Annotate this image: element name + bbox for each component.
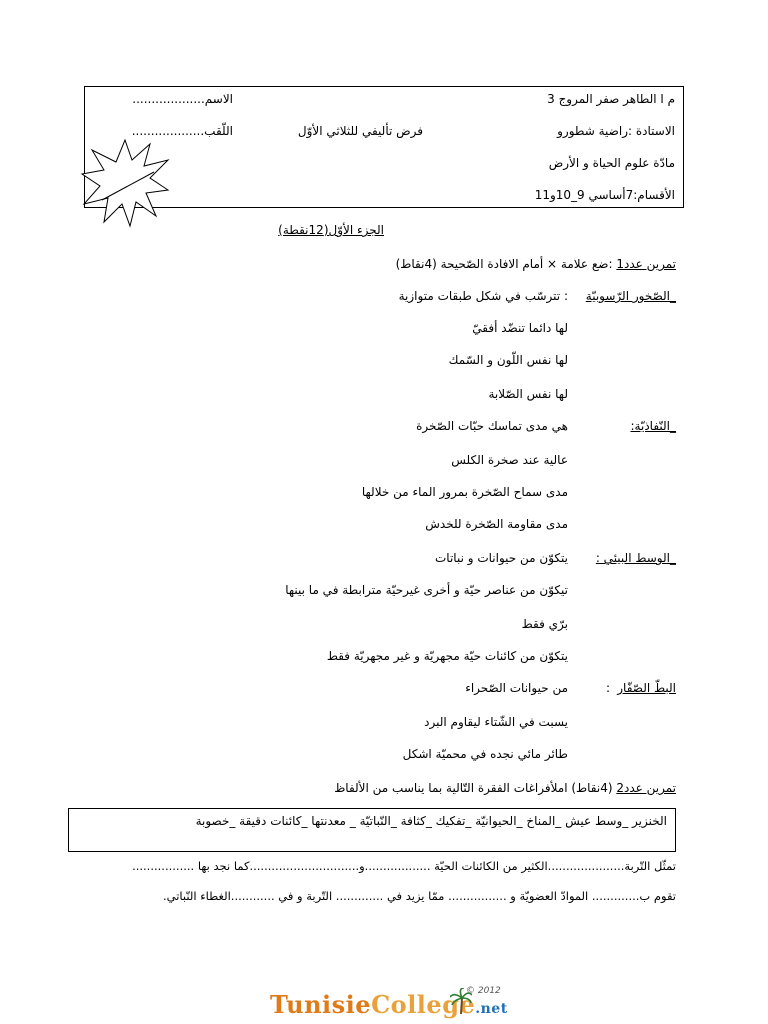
name-field: الاسم................... [132,92,233,106]
teacher-name: الاستادة :راضية شطورو [557,124,675,138]
ex2-label: تمرين عدد2 [616,781,676,795]
q1-option: لها نفس اللّون و السّمك [448,353,568,367]
subject-label: مادّة علوم الحياة و الأرض [548,156,675,170]
exam-title: فرض تأليفي للثلاثي الأوّل [297,124,423,138]
logo-part2: College [371,990,476,1019]
logo-part3: .net [475,1001,508,1017]
q4-lead: من حيوانات الصّحراء [465,681,568,695]
q3-option: يتكوّن من كائنات حيّة مجهريّة و غير مجهريّة فقط [326,649,568,663]
logo-year: © 2012 [466,986,501,996]
ex1-instruction-line [396,256,676,272]
q3-term: _الوسط البيئي : [595,551,676,565]
fill-line-2: تقوم ب............. الموادّ العضويّة و ................ ممّا يزيد في ............. التّربة و في ............الغطاء النّباتي. [162,889,676,903]
q2-option: مدى سماح الصّخرة بمرور الماء من خلالها [361,485,568,499]
word-bank-box [68,808,676,852]
surname-field: اللّقب................... [131,124,233,138]
q2-term: _النّفاذيّة: [630,419,676,433]
ex1-instruction: :ضع علامة × أمام الافادة الصّحيحة (4نقاط) [395,257,613,271]
tunisiecollege-logo [270,986,510,1022]
school-name: م ا الطاهر صفر المروج 3 [547,92,675,106]
fill-line-1: تمثّل التّربة.....................الكثير من الكائنات الحيّة ..................و..............................كما نجد بها ................. [132,859,676,873]
logo-part1: Tunisie [270,990,372,1019]
q3-option: تيكوّن من عناصر حيّة و أخرى غيرحيّة مترابطة في ما بينها [285,583,568,597]
ex1-label: تمرين عدد1 [616,257,676,271]
q1-option: لها دائما تنضّد أفقيّ [472,321,568,335]
q3-option: برّي فقط [521,617,568,631]
part1-title: الجزء الأوّل(12نقطة) [278,223,384,237]
q2-option: عالية عند صخرة الكلس [451,453,568,467]
q2-lead: هي مدى تماسك حبّات الصّخرة [416,419,568,433]
q4-term: البطّ الصّفّار [617,681,676,695]
q4-option: يسبت في الشّتاء ليقاوم البرد [424,715,568,729]
q1-option: لها نفس الصّلابة [488,387,568,401]
classes-label: الأقسام:7أساسي 9_10و11 [534,188,675,202]
header-box [84,86,684,208]
grade-starburst-icon [80,138,170,228]
ex2-instruction-line [334,780,676,796]
palm-tree-icon [450,988,472,1014]
ex2-instruction: (4نقاط) املأفراغات الفقرة التّالية بما يناسب من الألفاظ [334,781,613,795]
q1-term: _الصّخور الرّسوبيّة [585,289,676,303]
q1-lead: : تترسّب في شكل طبقات متوازية [398,289,568,303]
word-bank: الخنزير _وسط عيش _المناخ _الحيوانيّة _تفكيك _كثافة _النّباتيّة _ معدنتها _كائنات دقيقة _خصوبة [195,814,667,828]
q4-colon: : [605,681,610,695]
q3-lead: يتكوّن من حيوانات و نباتات [435,551,568,565]
q2-option: مدى مقاومة الصّخرة للخدش [425,517,568,531]
q4-option: طائر مائي نجده في محميّة اشكل [402,747,568,761]
